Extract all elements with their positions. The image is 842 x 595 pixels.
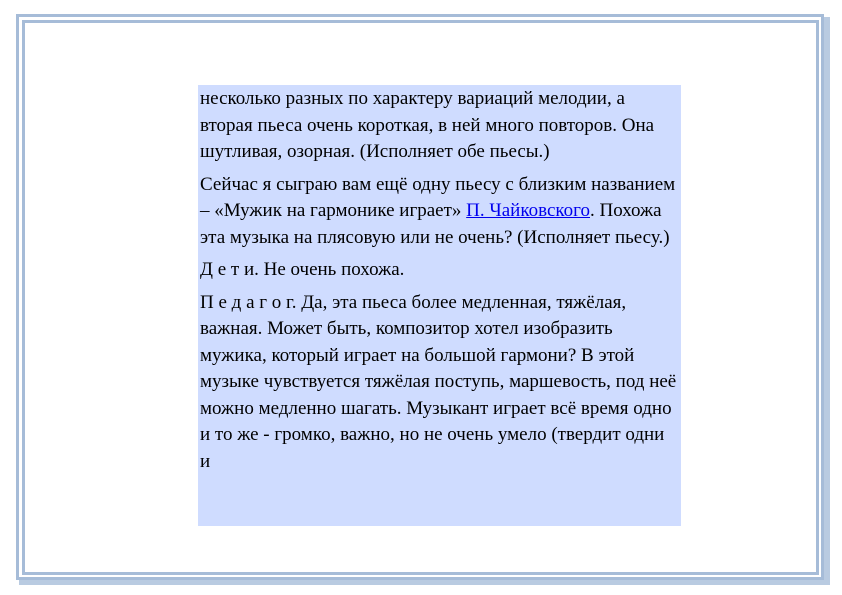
paragraph-1: несколько разных по характеру вариаций мелодии, а вторая пьеса очень короткая, в ней много повторов. Она шутливая, озорная. (Исполняет обе пьесы.) — [200, 88, 655, 162]
composer-link[interactable]: П. Чайковского — [466, 200, 590, 221]
frame-shadow — [19, 580, 830, 585]
frame-shadow — [824, 17, 830, 583]
paragraph-2-text-after: . Похожа эта музыка на плясовую или не очень? (Исполняет пьесу.) — [200, 200, 670, 248]
paragraph-2 — [200, 172, 679, 252]
text-block — [198, 85, 681, 526]
paragraph-3: Д е т и. Не очень похожа. — [200, 259, 405, 280]
paragraph-2-text-before: Сейчас я сыграю вам ещё одну пьесу с близким названием – «Мужик на гармонике играет» — [200, 173, 676, 221]
paragraph-4: П е д а г о г. Да, эта пьеса более медленная, тяжёлая, важная. Может быть, композитор хотел изобразить мужика, который играет на большой гармони? В этой музыке чувствуется тяжёлая поступь, маршевость, под неё можно медленно шагать. Музыкант играет всё время одно и то же - громко, важно, но не очень умело (твердит одни и — [200, 291, 677, 472]
